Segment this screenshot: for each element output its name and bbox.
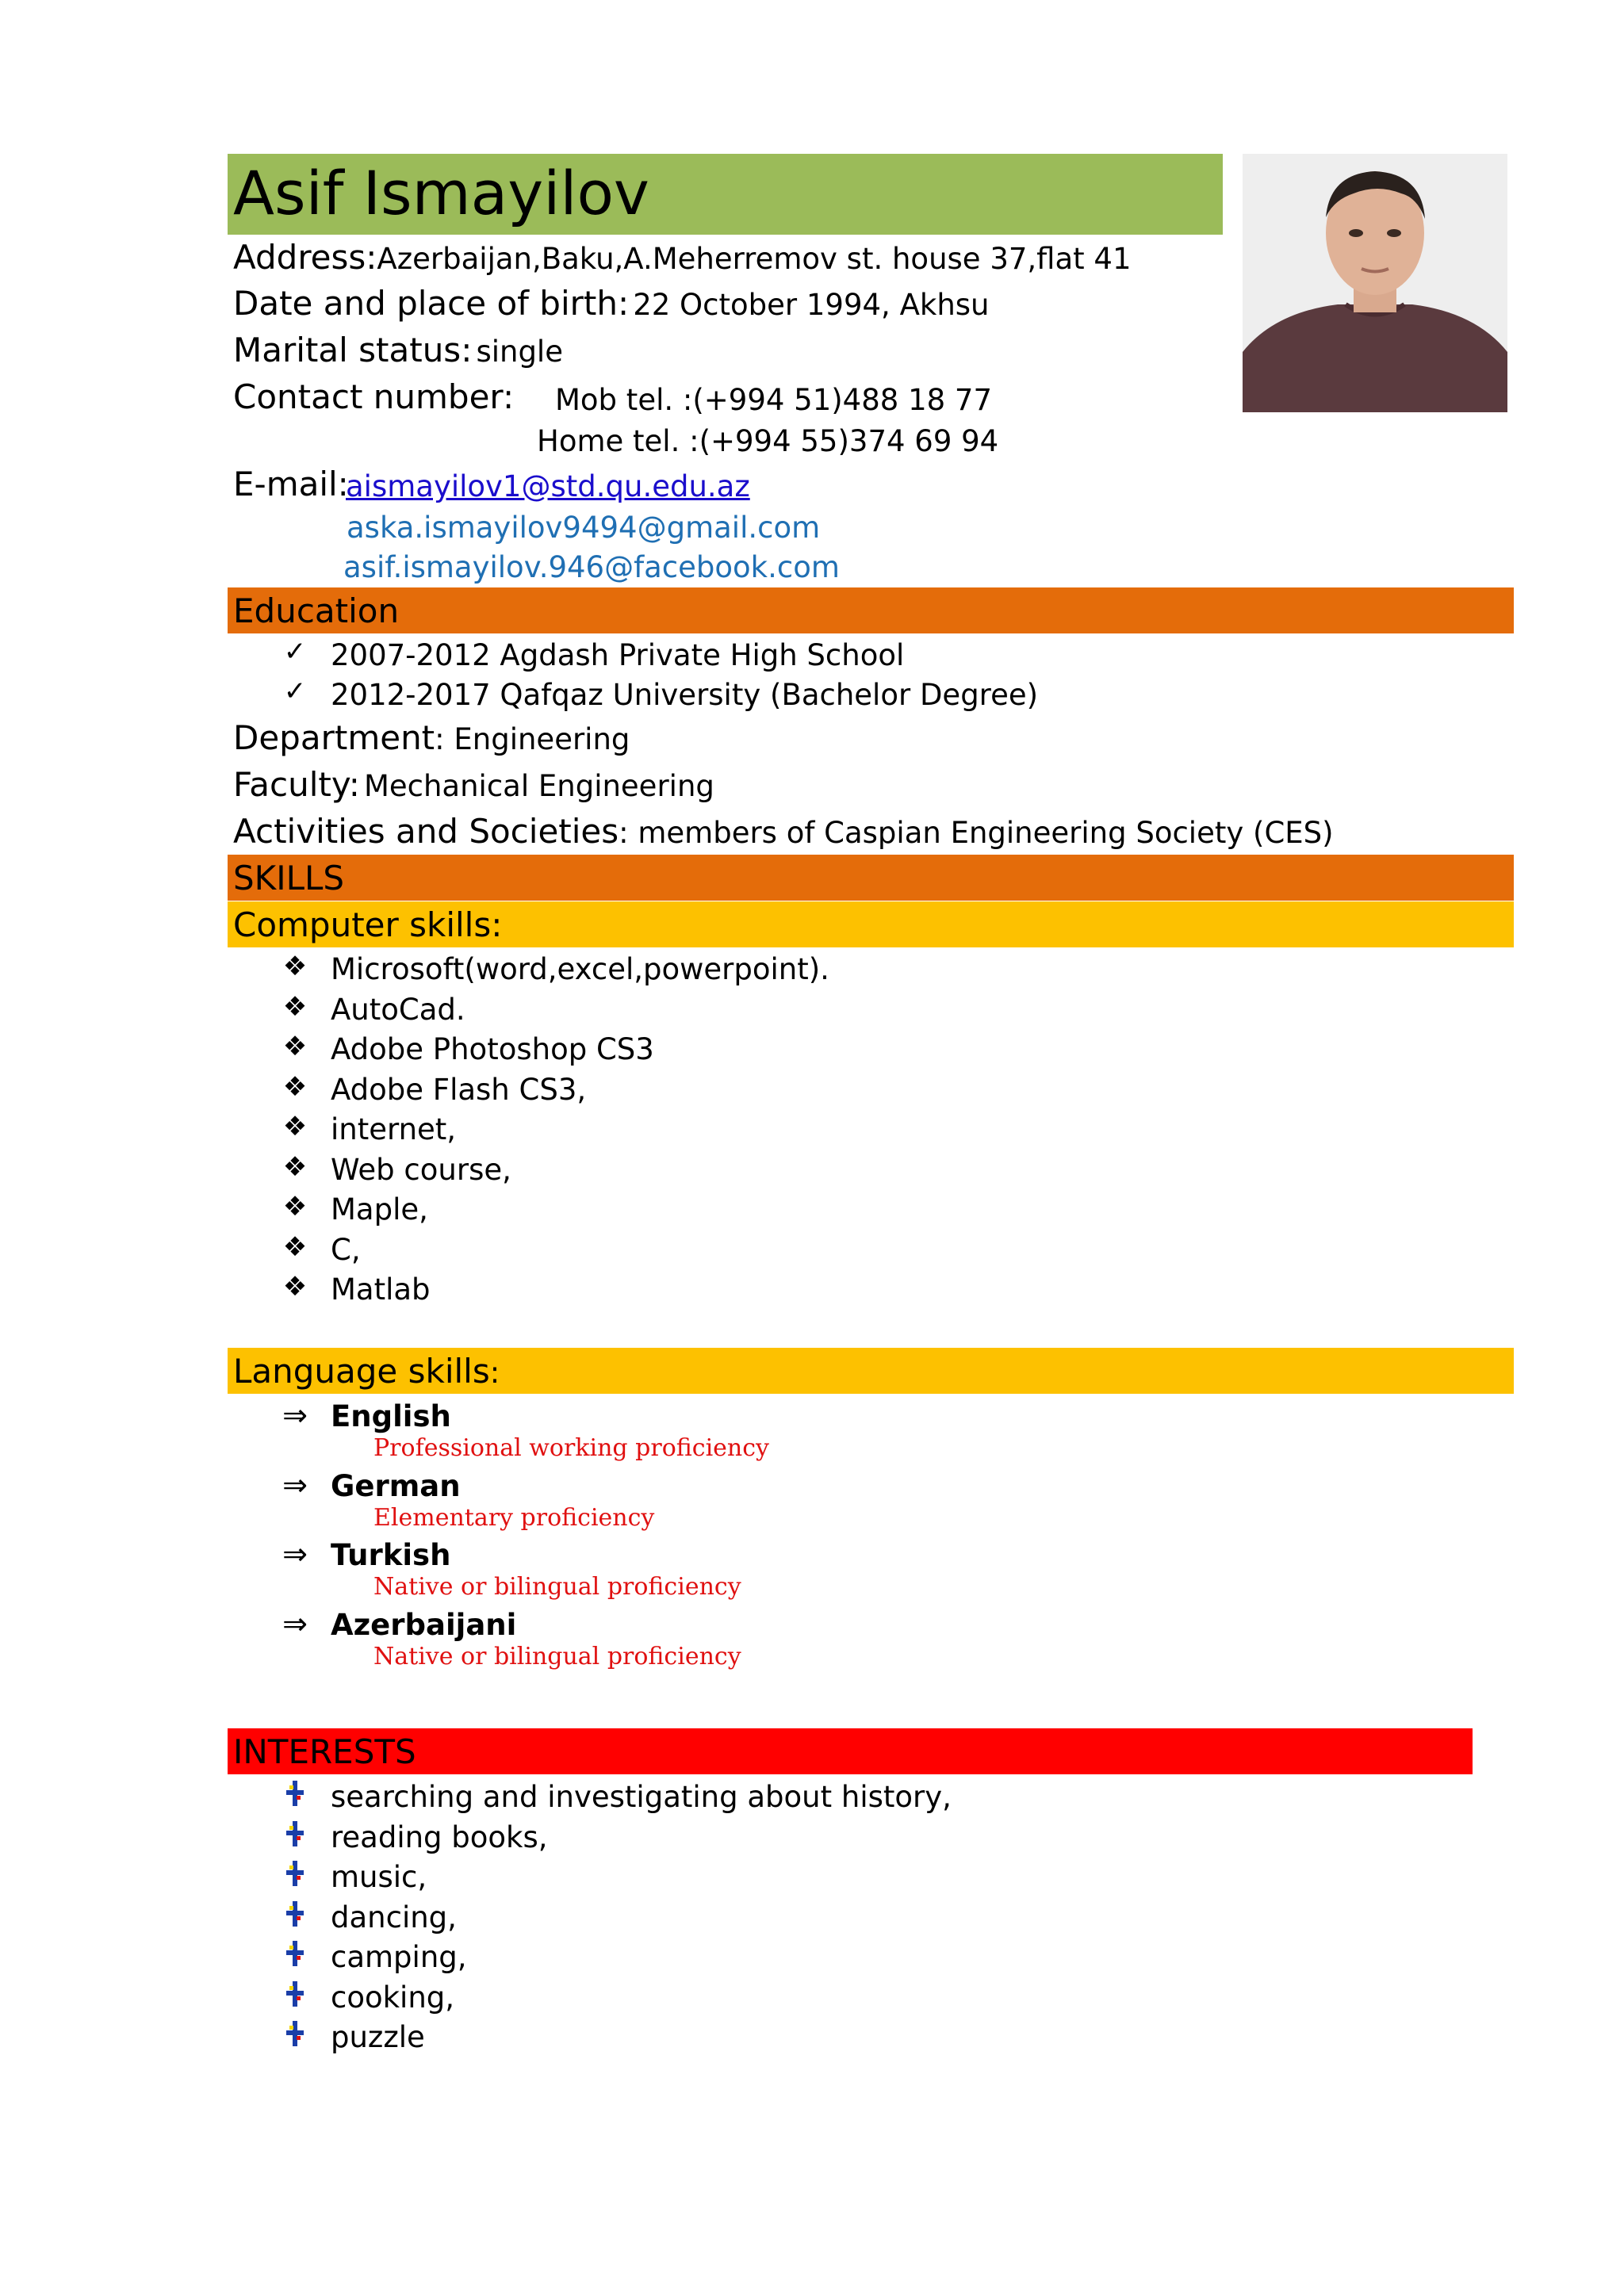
plus-bullet-icon: [279, 2019, 311, 2050]
address-label: Address:: [233, 238, 377, 277]
language-name: English: [331, 1399, 451, 1433]
plus-bullet-icon: [279, 1939, 311, 1970]
computer-skills-heading: Computer skills:: [233, 905, 503, 944]
language-level: Native or bilingual proficiency: [373, 1573, 741, 1601]
interests-heading: INTERESTS: [233, 1732, 416, 1771]
computer-skill-item: Microsoft(word,excel,powerpoint).: [331, 952, 829, 986]
language-level: Native or bilingual proficiency: [373, 1642, 741, 1670]
computer-skill-item: Maple,: [331, 1192, 428, 1226]
plus-bullet-icon: [279, 1820, 311, 1850]
interest-item: reading books,: [331, 1820, 548, 1854]
language-level: Professional working proficiency: [373, 1434, 769, 1462]
diamond-bullet-icon: ❖: [282, 1230, 308, 1263]
education-heading-bar: [228, 587, 1514, 633]
diamond-bullet-icon: ❖: [282, 1111, 308, 1142]
language-skills-colon: :: [489, 1356, 500, 1390]
language-name: German: [331, 1468, 461, 1503]
faculty-line: [233, 765, 714, 804]
plus-bullet-icon: [279, 1980, 311, 2011]
plus-bullet-icon: [279, 1779, 311, 1810]
interest-item: dancing,: [331, 1900, 457, 1934]
department-line: [233, 718, 630, 757]
interest-item: cooking,: [331, 1980, 455, 2015]
marital-label: Marital status:: [233, 331, 473, 369]
department-value: : Engineering: [435, 722, 630, 756]
language-skills-heading: Language skills: [233, 1352, 490, 1391]
diamond-bullet-icon: ❖: [282, 1271, 308, 1303]
interest-item: camping,: [331, 1940, 467, 1974]
email-gmail: aska.ismayilov9494@gmail.com: [347, 511, 821, 545]
address-value: Azerbaijan,Baku,A.Meherremov st. house 37,flat 41: [377, 242, 1132, 276]
birth-value: 22 October 1994, Akhsu: [633, 288, 990, 322]
skills-heading: SKILLS: [233, 859, 345, 897]
birth-label: Date and place of birth:: [233, 284, 630, 323]
diamond-bullet-icon: ❖: [282, 951, 308, 982]
home-tel: Home tel. :(+994 55)374 69 94: [537, 424, 999, 458]
computer-skill-item: C,: [331, 1232, 361, 1267]
email-link-primary[interactable]: aismayilov1@std.qu.edu.az: [346, 469, 750, 503]
language-name: Turkish: [331, 1538, 451, 1572]
portrait-photo: [1243, 154, 1507, 412]
education-heading: Education: [233, 591, 400, 630]
faculty-value: Mechanical Engineering: [363, 769, 714, 803]
language-name: Azerbaijani: [331, 1607, 517, 1642]
interest-item: puzzle: [331, 2020, 425, 2054]
interest-item: music,: [331, 1860, 427, 1894]
faculty-label: Faculty:: [233, 765, 360, 804]
skills-heading-bar: [228, 855, 1514, 901]
diamond-bullet-icon: ❖: [282, 1070, 308, 1103]
language-skills-heading-line: [233, 1352, 500, 1391]
plus-bullet-icon: [279, 1859, 311, 1890]
check-icon: ✓: [283, 675, 307, 707]
activities-line: [233, 812, 1334, 851]
email-label: E-mail:: [233, 465, 349, 503]
diamond-bullet-icon: ❖: [282, 990, 308, 1023]
portrait-icon: [1243, 154, 1507, 412]
arrow-bullet-icon: ⇒: [282, 1467, 308, 1502]
activities-label: Activities and Societies: [233, 812, 619, 851]
candidate-name: Asif Ismayilov: [233, 158, 649, 228]
mob-tel: Mob tel. :(+994 51)488 18 77: [555, 383, 992, 417]
department-label: Department: [233, 718, 435, 757]
computer-skill-item: AutoCad.: [331, 992, 465, 1027]
arrow-bullet-icon: ⇒: [282, 1605, 308, 1641]
computer-skill-item: internet,: [331, 1112, 457, 1146]
education-item: 2007-2012 Agdash Private High School: [331, 638, 905, 672]
email-facebook: asif.ismayilov.946@facebook.com: [343, 550, 840, 584]
check-icon: ✓: [283, 636, 307, 668]
computer-skill-item: Adobe Photoshop CS3: [331, 1032, 654, 1066]
address-line: [233, 238, 1132, 277]
marital-line: [233, 331, 563, 369]
activities-value: : members of Caspian Engineering Society (CES): [619, 816, 1334, 850]
marital-value: single: [476, 335, 563, 369]
computer-skill-item: Adobe Flash CS3,: [331, 1072, 587, 1107]
diamond-bullet-icon: ❖: [282, 1191, 308, 1223]
arrow-bullet-icon: ⇒: [282, 1398, 308, 1433]
diamond-bullet-icon: ❖: [282, 1031, 308, 1062]
computer-skill-item: Matlab: [331, 1272, 431, 1307]
language-level: Elementary proficiency: [373, 1503, 655, 1532]
interest-item: searching and investigating about history,: [331, 1780, 952, 1814]
birth-line: [233, 284, 990, 323]
plus-bullet-icon: [279, 1900, 311, 1931]
computer-skill-item: Web course,: [331, 1152, 511, 1187]
arrow-bullet-icon: ⇒: [282, 1536, 308, 1571]
contact-label: Contact number:: [233, 377, 515, 416]
diamond-bullet-icon: ❖: [282, 1150, 308, 1183]
education-item: 2012-2017 Qafqaz University (Bachelor Degree): [331, 678, 1039, 712]
